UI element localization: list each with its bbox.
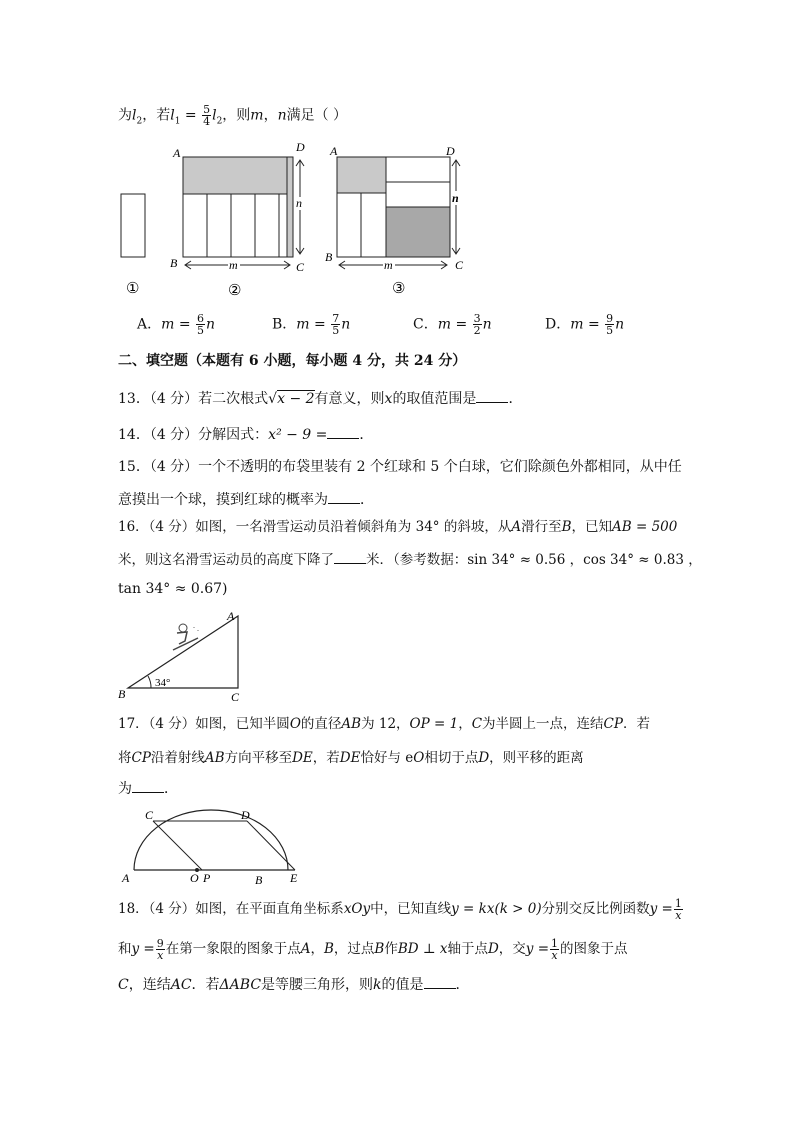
point-A: A	[122, 871, 130, 885]
fraction	[156, 938, 165, 961]
text: ，	[263, 107, 278, 124]
text: ，已知	[571, 519, 612, 535]
fig2-A: A	[173, 146, 181, 160]
point-B: B	[255, 873, 263, 885]
fig2-n: n	[296, 196, 302, 210]
eq: =	[587, 316, 600, 333]
choice-label: C．	[413, 316, 438, 333]
expr: x² − 9 =	[268, 427, 328, 443]
fig3-label: ③	[392, 281, 406, 297]
svg-text:.: .	[193, 621, 195, 630]
var-l2: l	[212, 107, 217, 124]
svg-text:.: .	[197, 624, 199, 633]
text: ．若	[622, 716, 650, 732]
choice-d	[545, 313, 624, 336]
fig2-B: B	[170, 256, 178, 270]
var: CP	[603, 716, 623, 732]
num: 9	[606, 312, 614, 325]
eq: =	[178, 316, 191, 333]
fig3-A: A	[330, 144, 338, 158]
den: 2	[473, 324, 481, 337]
text: ，若	[312, 750, 340, 766]
angle-label: 34°	[155, 677, 171, 689]
expr: OP = 1	[409, 716, 459, 732]
expr: BD ⊥ x	[397, 941, 448, 957]
text: 意摸出一个球，摸到红球的概率为	[118, 492, 328, 508]
var: O	[413, 750, 425, 766]
var-l1: l	[170, 107, 175, 124]
fig2-D: D	[296, 140, 305, 154]
choice-label: B．	[272, 316, 297, 333]
var: n	[482, 316, 492, 333]
point-E: E	[290, 871, 298, 885]
question-17-line3	[118, 780, 178, 798]
text: 的直径	[300, 716, 342, 732]
sqrt-sign: √	[268, 391, 278, 407]
q16-figure	[115, 608, 250, 703]
point-D: D	[241, 808, 250, 822]
expr: ΔABC	[219, 977, 262, 993]
text: 为半圆上一点，连结	[482, 716, 604, 732]
fraction	[196, 313, 205, 336]
text: ．	[359, 427, 374, 443]
fig2-shade-top	[183, 157, 287, 194]
var: DE	[292, 750, 313, 766]
q12-tail-line	[118, 104, 347, 130]
var: CP	[131, 750, 151, 766]
text: 轴于点	[447, 941, 488, 957]
text: ，	[310, 941, 324, 957]
var: D	[487, 941, 499, 957]
expr: y =	[131, 941, 155, 957]
fig2-m: m	[229, 258, 238, 272]
question-16-line2	[118, 551, 702, 569]
den: x	[675, 909, 682, 922]
var: AB	[204, 750, 225, 766]
text: 18．（4 分）如图，在平面直角坐标系	[118, 901, 344, 917]
var: n	[206, 316, 216, 333]
eq: =	[455, 316, 468, 333]
text: ，	[458, 716, 472, 732]
var: m	[570, 316, 584, 333]
fig3-C: C	[455, 258, 464, 272]
radicand: x − 2	[277, 391, 315, 407]
question-15-line1: 15．（4 分）一个不透明的布袋里装有 2 个红球和 5 个白球，它们除颜色外都相同，从中任	[118, 459, 682, 475]
var: A	[511, 519, 522, 535]
num: 7	[332, 312, 340, 325]
var-l2: l	[132, 107, 137, 124]
fig2-shade-right	[287, 157, 293, 257]
text: ．	[360, 492, 374, 508]
text: ．	[164, 781, 178, 797]
fraction	[473, 313, 482, 336]
question-13	[118, 390, 522, 408]
var: A	[300, 941, 311, 957]
num: 1	[551, 937, 559, 950]
skier-icon	[173, 621, 199, 650]
fig3-shade-left	[337, 157, 386, 193]
answer-blank	[327, 426, 359, 439]
fig3-n: n	[452, 191, 459, 205]
text: 米．（参考数据：sin 34° ≈ 0.56 ，cos 34° ≈ 0.83 ，	[366, 552, 702, 568]
text: 14．（4 分）分解因式：	[118, 427, 269, 443]
fig2-label: ②	[228, 283, 242, 299]
fig1-rect	[121, 194, 145, 257]
section-heading: 二、填空题（本题有 6 小题，每小题 4 分，共 24 分）	[118, 353, 467, 369]
fraction	[605, 313, 614, 336]
text: ，则平移的距离	[489, 750, 584, 766]
var: O	[289, 716, 301, 732]
text: ，交	[498, 941, 526, 957]
text: 米，则这名滑雪运动员的高度下降了	[118, 552, 334, 568]
text: 的值是	[381, 977, 424, 993]
var: n	[341, 316, 351, 333]
var: xOy	[343, 901, 371, 917]
text: 沿着射线	[150, 750, 205, 766]
q17-figure	[115, 805, 310, 885]
text: ，连结	[128, 977, 171, 993]
sub: 1	[174, 116, 181, 127]
text: 满足（ ）	[286, 107, 348, 124]
point-B: B	[118, 687, 126, 701]
text: 方向平移至	[224, 750, 293, 766]
num: 6	[197, 312, 205, 325]
fig2-C: C	[296, 260, 305, 274]
answer-blank	[328, 491, 360, 504]
text: 的取值范围是	[392, 391, 477, 407]
num: 1	[674, 897, 682, 910]
text: 13．（4 分）若二次根式	[118, 391, 269, 407]
den: x	[551, 949, 558, 962]
fraction	[331, 313, 340, 336]
choice-label: D．	[545, 316, 571, 333]
fig3-shade-right	[386, 207, 450, 257]
text: 滑行至	[521, 519, 562, 535]
fraction	[202, 104, 211, 127]
expr: y =	[649, 901, 673, 917]
segment-DE	[247, 821, 295, 870]
text: ．	[455, 977, 470, 993]
slope-triangle	[128, 616, 238, 688]
text: 和	[118, 941, 132, 957]
var-n: n	[277, 107, 287, 124]
var: B	[323, 941, 334, 957]
point-C: C	[231, 690, 240, 703]
var: DE	[339, 750, 361, 766]
semicircle	[134, 810, 288, 870]
den: 5	[332, 324, 340, 337]
expr: y =	[525, 941, 550, 957]
expr: y = kx(k > 0)	[451, 901, 542, 917]
question-16-line3: tan 34° ≈ 0.67)	[118, 581, 228, 597]
answer-blank	[132, 780, 164, 793]
text: 16．（4 分）如图，一名滑雪运动员沿着倾斜角为 34° 的斜坡，从	[118, 519, 512, 535]
fig1-label: ①	[126, 281, 140, 297]
q12-figures	[110, 138, 480, 303]
choice-a	[137, 313, 215, 336]
sub: 2	[216, 116, 223, 127]
den: x	[157, 949, 164, 962]
text: ，则	[222, 107, 251, 124]
text: 的图象于点	[560, 941, 628, 957]
var: m	[296, 316, 310, 333]
var: C	[118, 977, 129, 993]
num: 3	[473, 312, 481, 325]
var: B	[561, 519, 572, 535]
expr: AB = 500	[612, 519, 678, 535]
text: ．若	[191, 977, 220, 993]
choice-label: A．	[137, 316, 162, 333]
point-P: P	[203, 871, 211, 885]
text: ．	[508, 391, 523, 407]
var: m	[437, 316, 451, 333]
var: C	[471, 716, 483, 732]
text: 有意义，则	[314, 391, 385, 407]
text: 17．（4 分）如图，已知半圆	[118, 716, 290, 732]
question-15-line2	[118, 491, 374, 509]
fraction	[674, 898, 683, 921]
var: AB	[341, 716, 362, 732]
text: 在第一象限的图象于点	[165, 941, 301, 957]
choice-c	[413, 313, 492, 336]
angle-arc	[148, 676, 151, 688]
text: ，过点	[333, 941, 375, 957]
segment-CP	[153, 821, 202, 870]
fraction	[550, 938, 559, 961]
fig3-B: B	[325, 250, 333, 264]
den: 5	[606, 324, 614, 337]
text: 为	[118, 107, 132, 124]
text: 分别交反比例函数	[541, 901, 650, 917]
question-17-line1	[118, 715, 650, 733]
question-18-line3	[118, 976, 470, 994]
question-17-line2	[118, 749, 584, 767]
answer-blank	[476, 390, 508, 403]
text: 中，已知直线	[370, 901, 452, 917]
choice-b	[272, 313, 350, 336]
point-A: A	[227, 609, 235, 623]
eq: =	[184, 107, 197, 124]
sub: 2	[136, 116, 143, 127]
den: 5	[197, 324, 205, 337]
question-18-line2	[118, 938, 628, 961]
num: 5	[203, 103, 211, 116]
text: 是等腰三角形，则	[261, 977, 374, 993]
fig3-D: D	[446, 144, 455, 158]
var: n	[615, 316, 625, 333]
text: 相切于点	[424, 750, 479, 766]
var-x: x	[384, 391, 393, 407]
var-m: m	[250, 107, 264, 124]
question-16-line1	[118, 518, 677, 536]
text: 作	[384, 941, 398, 957]
var: D	[478, 750, 490, 766]
var: m	[161, 316, 175, 333]
var: B	[374, 941, 385, 957]
text: ，若	[142, 107, 171, 124]
text: 为	[118, 781, 132, 797]
text: 恰好与 e	[360, 750, 414, 766]
text: 将	[118, 750, 132, 766]
text: 为 12，	[361, 716, 410, 732]
point-O: O	[190, 871, 199, 885]
den: 4	[203, 115, 211, 128]
question-14	[118, 426, 373, 444]
num: 9	[156, 937, 164, 950]
var: AC	[170, 977, 192, 993]
fig3-m: m	[384, 258, 393, 272]
answer-blank	[334, 551, 366, 564]
answer-blank	[424, 976, 456, 989]
point-C: C	[145, 808, 154, 822]
question-18-line1	[118, 898, 684, 921]
eq: =	[314, 316, 326, 333]
var: k	[373, 977, 382, 993]
